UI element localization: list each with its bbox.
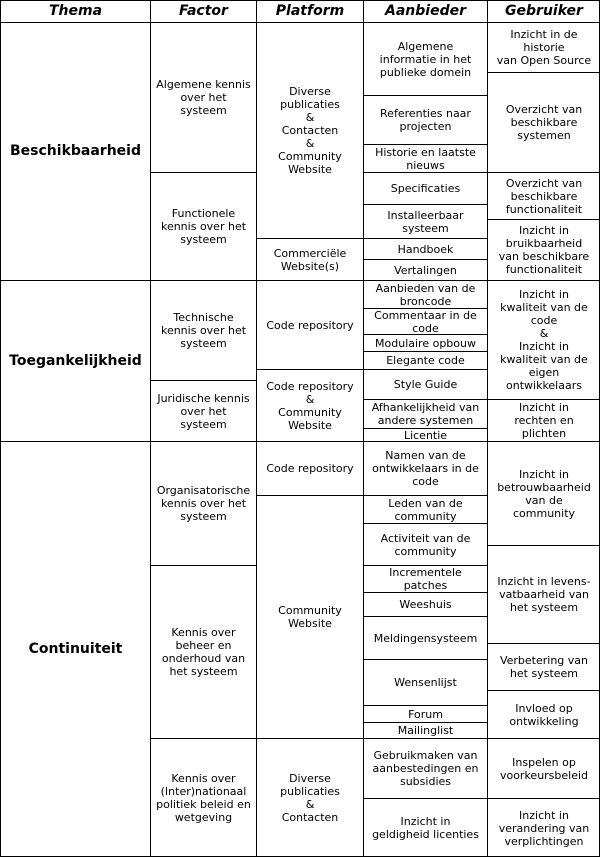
factor-beheer-onderhoud: Kennis over beheer en onderhoud van het systeem [150, 565, 256, 738]
aanbieder-afhankelijkheid: Afhankelijkheid van andere systemen [363, 399, 487, 428]
aanbieder-vertalingen: Vertalingen [363, 259, 487, 280]
theme-beschikbaarheid: Beschikbaarheid [0, 22, 150, 280]
aanbieder-modulaire-opbouw: Modulaire opbouw [363, 334, 487, 351]
factor-juridische-kennis: Juridische kennis over het systeem [150, 380, 256, 441]
aanbieder-mailinglist: Mailinglist [363, 722, 487, 738]
aanbieder-specificaties: Specificaties [363, 172, 487, 204]
aanbieder-commentaar: Commentaar in de code [363, 308, 487, 334]
factor-algemene-kennis: Algemene kennis over het systeem [150, 22, 256, 172]
aanbieder-licentie: Licentie [363, 428, 487, 441]
aanbieder-incrementele-patches: Incrementele patches [363, 565, 487, 592]
aanbieder-aanbestedingen-subsidies: Gebruikmaken van aanbestedingen en subsidies [363, 738, 487, 798]
header-factor: Factor [150, 0, 256, 22]
gebruiker-rechten-plichten: Inzicht in rechten en plichten [487, 399, 600, 441]
header-platform: Platform [256, 0, 363, 22]
aanbieder-broncode: Aanbieden van de broncode [363, 280, 487, 308]
aanbieder-activiteit-community: Activiteit van de community [363, 523, 487, 565]
aanbieder-leden-community: Leden van de community [363, 495, 487, 523]
header-thema: Thema [0, 0, 150, 22]
aanbieder-geldigheid-licenties: Inzicht in geldigheid licenties [363, 798, 487, 857]
gebruiker-overzicht-functionaliteit: Overzicht van beschikbare functionaliteit [487, 172, 600, 219]
platform-diverse-publicaties-contacten: Diverse publicaties & Contacten [256, 738, 363, 857]
aanbieder-forum: Forum [363, 705, 487, 722]
gebruiker-verandering-verplichtingen: Inzicht in verandering van verplichtingen [487, 798, 600, 857]
platform-code-repository-community: Code repository & Community Website [256, 369, 363, 441]
factor-functionele-kennis: Functionele kennis over het systeem [150, 172, 256, 280]
aanbieder-algemene-informatie: Algemene informatie in het publieke domein [363, 22, 487, 95]
gebruiker-verbetering-systeem: Verbetering van het systeem [487, 643, 600, 690]
gebruiker-invloed-ontwikkeling: Invloed op ontwikkeling [487, 690, 600, 738]
aanbieder-handboek: Handboek [363, 238, 487, 259]
header-aanbieder: Aanbieder [363, 0, 487, 22]
gebruiker-bruikbaarheid-functionaliteit: Inzicht in bruikbaarheid van beschikbare functionaliteit [487, 219, 600, 280]
aanbieder-weeshuis: Weeshuis [363, 592, 487, 616]
header-gebruiker: Gebruiker [487, 0, 600, 22]
factor-politiek-beleid: Kennis over (Inter)nationaal politiek beleid en wetgeving [150, 738, 256, 857]
factor-organisatorische-kennis: Organisatorische kennis over het systeem [150, 441, 256, 565]
aanbieder-referenties: Referenties naar projecten [363, 95, 487, 144]
aanbieder-historie-nieuws: Historie en laatste nieuws [363, 144, 487, 172]
gebruiker-levensvatbaarheid: Inzicht in levens- vatbaarheid van het systeem [487, 545, 600, 643]
aanbieder-elegante-code: Elegante code [363, 351, 487, 369]
gebruiker-voorkeursbeleid: Inspelen op voorkeursbeleid [487, 738, 600, 798]
factor-technische-kennis: Technische kennis over het systeem [150, 280, 256, 380]
aanbieder-wensenlijst: Wensenlijst [363, 659, 487, 705]
aanbieder-installeerbaar-systeem: Installeerbaar systeem [363, 204, 487, 238]
aanbieder-namen-ontwikkelaars: Namen van de ontwikkelaars in de code [363, 441, 487, 495]
theme-toegankelijkheid: Toegankelijkheid [0, 280, 150, 441]
platform-code-repository-2: Code repository [256, 441, 363, 495]
platform-diverse-publicaties-community: Diverse publicaties & Contacten & Community Website [256, 22, 363, 238]
gebruiker-overzicht-systemen: Overzicht van beschikbare systemen [487, 72, 600, 172]
theme-continuiteit: Continuiteit [0, 441, 150, 857]
platform-code-repository: Code repository [256, 280, 363, 369]
gebruiker-betrouwbaarheid-community: Inzicht in betrouwbaarheid van de community [487, 441, 600, 545]
platform-commerciele-websites: Commerciële Website(s) [256, 238, 363, 280]
platform-community-website: Community Website [256, 495, 363, 738]
gebruiker-kwaliteit-code: Inzicht in kwaliteit van de code & Inzicht in kwaliteit van de eigen ontwikkelaars [487, 280, 600, 399]
aanbieder-style-guide: Style Guide [363, 369, 487, 399]
gebruiker-historie-open-source: Inzicht in de historie van Open Source [487, 22, 600, 72]
aanbieder-meldingensysteem: Meldingensysteem [363, 616, 487, 659]
